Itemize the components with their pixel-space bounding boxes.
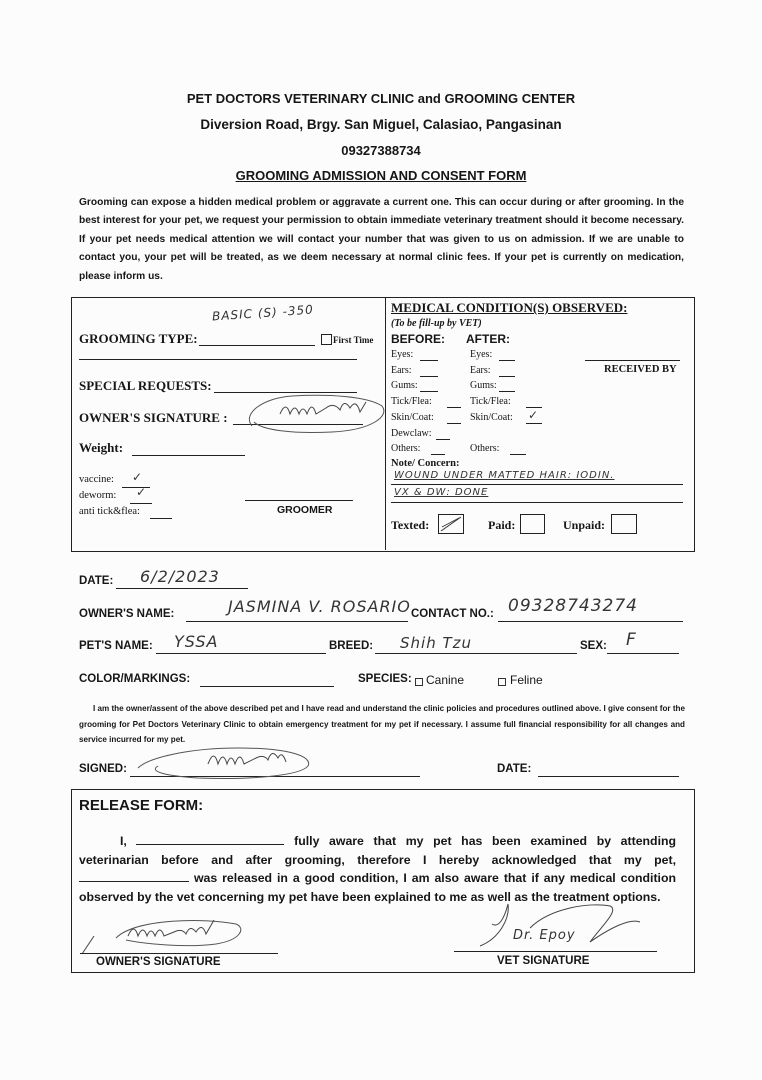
first-time-checkbox[interactable] — [321, 334, 332, 345]
owner-signature-1 — [232, 386, 392, 438]
condition-before-label: Others: — [391, 443, 421, 455]
condition-after-label: Gums: — [470, 380, 497, 392]
grooming-type-line — [199, 345, 315, 346]
breed-label: BREED: — [329, 640, 374, 652]
release-pet-line[interactable] — [79, 869, 189, 882]
texted-check-mark — [439, 515, 463, 533]
received-by-label: RECEIVED BY — [604, 364, 677, 375]
note-value-2[interactable]: VX & DW: DONE — [394, 487, 489, 498]
date-label: DATE: — [79, 575, 114, 587]
condition-before-line[interactable] — [447, 407, 461, 408]
sex-label: SEX: — [580, 640, 607, 652]
condition-after-line[interactable] — [526, 423, 542, 424]
condition-before-label: Skin/Coat: — [391, 411, 434, 423]
release-owner-line[interactable] — [136, 832, 284, 845]
condition-before-label: Ears: — [391, 364, 412, 376]
clinic-phone: 09327388734 — [341, 143, 421, 158]
release-paragraph — [79, 832, 676, 906]
grooming-type-value[interactable]: BASIC (S) -350 — [211, 302, 315, 324]
condition-before-label: Eyes: — [391, 349, 414, 360]
color-markings-line — [200, 686, 334, 687]
release-text-1: fully aware that my pet has been examined by attending veterinarian before and after grooming, therefore I hereby acknowledged that my pet, — [79, 834, 677, 867]
grooming-type-label: GROOMING TYPE: — [79, 331, 198, 346]
texted-checkbox[interactable] — [438, 514, 464, 534]
pet-name-label: PET'S NAME: — [79, 640, 153, 652]
grooming-type-line-2 — [79, 359, 357, 360]
condition-after-line[interactable] — [499, 391, 515, 392]
date-value[interactable]: 6/2/2023 — [140, 567, 220, 586]
clinic-name: PET DOCTORS VETERINARY CLINIC and GROOMING CENTER — [186, 91, 576, 106]
unpaid-checkbox[interactable] — [611, 514, 637, 534]
release-vet-signature-label: VET SIGNATURE — [497, 955, 590, 967]
condition-before-line[interactable] — [447, 423, 461, 424]
paid-label: Paid: — [488, 518, 516, 532]
owner-signature-2 — [128, 738, 328, 784]
signed-date-label: DATE: — [497, 763, 532, 775]
owner-name-label: OWNER'S NAME: — [79, 608, 175, 620]
owner-signature-label: OWNER'S SIGNATURE : — [79, 410, 228, 425]
medical-condition-title: MEDICAL CONDITION(S) OBSERVED: — [391, 300, 628, 315]
condition-before-line[interactable] — [420, 360, 438, 361]
note-value-1[interactable]: WOUND UNDER MATTED HAIR: IODIN. — [394, 470, 615, 481]
condition-after-label: Eyes: — [470, 349, 493, 360]
sex-line — [607, 653, 679, 654]
note-concern-label: Note/ Concern: — [391, 458, 460, 469]
species-label: SPECIES: — [358, 673, 412, 685]
release-owner-signature-label: OWNER'S SIGNATURE — [96, 956, 221, 968]
weight-label: Weight: — [79, 440, 124, 455]
special-requests-label: SPECIAL REQUESTS: — [79, 378, 212, 393]
condition-after-line[interactable] — [510, 454, 526, 455]
unpaid-label: Unpaid: — [563, 518, 606, 532]
signed-label: SIGNED: — [79, 763, 127, 775]
pet-name-value[interactable]: YSSA — [174, 632, 219, 651]
condition-after-label: Others: — [470, 443, 500, 455]
condition-after-label: Tick/Flea: — [470, 396, 511, 408]
paid-checkbox[interactable] — [520, 514, 545, 534]
condition-after-label: Ears: — [470, 364, 491, 376]
condition-before-line[interactable] — [420, 391, 438, 392]
groomer-line — [245, 500, 353, 501]
breed-line — [375, 653, 577, 654]
condition-after-line[interactable] — [499, 376, 515, 377]
release-text-2: was released in a good condition, I am also aware that if any medical condition observed by the vet concerning my pet have been explained to me as well as the treatment options. — [79, 871, 676, 904]
vet-signature-name: Dr. Epoy — [513, 928, 576, 943]
after-label: AFTER: — [466, 332, 510, 346]
condition-before-line[interactable] — [436, 439, 450, 440]
release-lead: I, — [120, 834, 127, 848]
anti-tick-line — [150, 518, 172, 519]
condition-before-line[interactable] — [431, 454, 445, 455]
note-line-2 — [391, 502, 683, 503]
owner-name-value[interactable]: JASMINA V. ROSARIO — [228, 597, 411, 616]
release-title: RELEASE FORM: — [79, 797, 204, 814]
contact-value[interactable]: 09328743274 — [508, 596, 638, 616]
feline-checkbox[interactable] — [498, 678, 506, 686]
condition-before-line[interactable] — [420, 376, 438, 377]
deworm-value[interactable]: ✓ — [136, 485, 148, 499]
date-line — [116, 588, 248, 589]
deworm-label: deworm: — [79, 490, 117, 501]
texted-label: Texted: — [391, 518, 430, 532]
contact-line — [498, 621, 683, 622]
medical-condition-subtitle: (To be fill-up by VET) — [391, 318, 482, 329]
breed-value[interactable]: Shih Tzu — [400, 634, 473, 652]
received-by-line — [585, 360, 680, 361]
color-markings-label: COLOR/MARKINGS: — [79, 673, 191, 685]
contact-label: CONTACT NO.: — [411, 608, 494, 620]
canine-checkbox[interactable] — [415, 678, 423, 686]
condition-after-label: Skin/Coat: — [470, 411, 513, 423]
form-title: GROOMING ADMISSION AND CONSENT FORM — [235, 168, 527, 183]
before-label: BEFORE: — [391, 332, 445, 346]
condition-before-label: Dewclaw: — [391, 427, 432, 439]
vaccine-label: vaccine: — [79, 474, 114, 485]
sex-value[interactable]: F — [626, 630, 637, 650]
condition-before-label: Tick/Flea: — [391, 396, 432, 408]
pet-name-line — [156, 653, 326, 654]
signed-date-line — [538, 776, 679, 777]
owner-name-line — [186, 621, 408, 622]
condition-before-label: Gums: — [391, 380, 418, 392]
clinic-address: Diversion Road, Brgy. San Miguel, Calasiao, Pangasinan — [200, 117, 562, 132]
canine-label: Canine — [426, 673, 465, 687]
feline-label: Feline — [510, 673, 543, 687]
deworm-line — [130, 503, 152, 504]
groomer-label: GROOMER — [277, 504, 333, 516]
condition-after-value[interactable]: ✓ — [528, 407, 540, 422]
vet-signature — [470, 898, 650, 956]
release-owner-signature-line — [80, 953, 278, 954]
condition-after-line[interactable] — [499, 360, 515, 361]
anti-tick-label: anti tick&flea: — [79, 506, 140, 517]
consent-paragraph: I am the owner/assent of the above described pet and I have read and understand the clinic policies and procedures outlined above. I give consent for the grooming for Pet Doctors Veterinary Clinic to obtain emergency treatment for my pet if necessary. I assume full financial responsibility for all changes and service incurred for my pet. — [79, 704, 685, 744]
note-line-1 — [391, 484, 683, 485]
release-vet-signature-line — [454, 951, 657, 952]
vaccine-value[interactable]: ✓ — [132, 470, 144, 484]
intro-paragraph: Grooming can expose a hidden medical problem or aggravate a current one. This can occur during or after grooming. In the best interest for your pet, we request your permission to obtain immediate veterinary treatment should it become necessary. If your pet needs medical attention we will contact your number that was given to us on admission. If we are unable to contact you, your pet will be treated, as we deem necessary at normal clinic fees. If your pet is currently on medication, please inform us. — [79, 197, 684, 282]
weight-line — [132, 455, 245, 456]
first-time-label: First Time — [333, 335, 374, 345]
